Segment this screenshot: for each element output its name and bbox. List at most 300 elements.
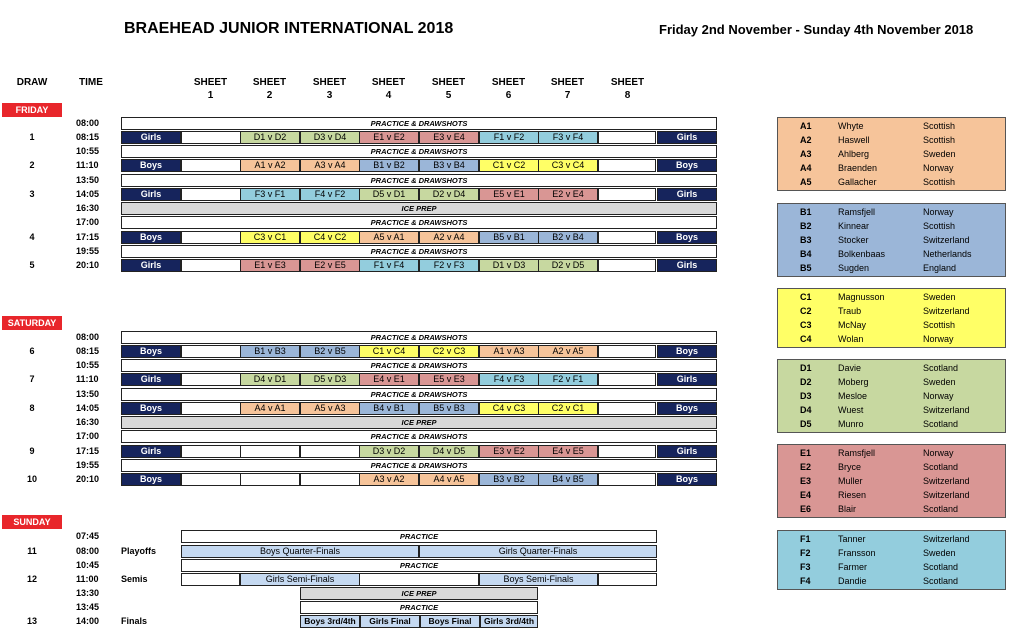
draw-number: 11 <box>27 546 37 556</box>
team-country: Scotland <box>923 504 959 514</box>
time-cell: 20:10 <box>76 474 100 484</box>
team-code: E3 <box>800 476 812 486</box>
draw-number: 3 <box>29 189 35 199</box>
team-skip: Wolan <box>838 334 864 344</box>
division-label-left: Boys <box>121 402 181 415</box>
boys-quarter-finals: Boys Quarter-Finals <box>181 545 419 558</box>
team-country: Scottish <box>923 135 956 145</box>
draw-number: 12 <box>26 574 37 584</box>
game-sheet-2: D4 v D1 <box>240 373 300 386</box>
division-label-right: Girls <box>657 259 717 272</box>
time-cell: 08:15 <box>76 132 100 142</box>
final-game: Boys Final <box>420 615 480 628</box>
team-row <box>778 332 1007 346</box>
time-cell: 07:45 <box>76 531 100 541</box>
team-country: Sweden <box>923 292 956 302</box>
team-skip: McNay <box>838 320 867 330</box>
game-sheet-3 <box>300 445 360 458</box>
game-sheet-5: D2 v D4 <box>419 188 479 201</box>
game-sheet-8 <box>598 402 656 415</box>
team-country: Norway <box>923 334 954 344</box>
time-cell: 13:50 <box>76 175 100 185</box>
practice-row: PRACTICE & DRAWSHOTS <box>121 430 717 443</box>
final-game: Girls 3rd/4th <box>480 615 538 628</box>
team-skip: Traub <box>838 306 862 316</box>
game-sheet-3: D3 v D4 <box>300 131 360 144</box>
team-row <box>778 546 1007 560</box>
team-skip: Riesen <box>838 490 867 500</box>
stage-label: Playoffs <box>121 546 157 556</box>
sheet-header-1 <box>181 76 240 102</box>
team-code: D1 <box>800 363 812 373</box>
game-sheet-7: B2 v B4 <box>538 231 598 244</box>
team-row <box>778 361 1007 375</box>
time-cell: 14:00 <box>76 616 100 626</box>
team-row <box>778 147 1007 161</box>
team-code: A5 <box>800 177 812 187</box>
game-sheet-2 <box>240 473 300 486</box>
sheet-header-3 <box>300 76 359 102</box>
division-label-left: Girls <box>121 445 181 458</box>
time-cell: 14:05 <box>76 189 100 199</box>
game-sheet-1 <box>181 402 241 415</box>
game-sheet-2: E1 v E3 <box>240 259 300 272</box>
practice-row: PRACTICE & DRAWSHOTS <box>121 459 717 472</box>
team-country: Switzerland <box>923 306 970 316</box>
time-cell: 13:45 <box>76 602 100 612</box>
game-sheet-7: C2 v C1 <box>538 402 598 415</box>
team-code: A4 <box>800 163 812 173</box>
sheet-number: 1 <box>207 90 214 101</box>
game-sheet-5: E3 v E4 <box>419 131 479 144</box>
girls-semi-finals: Girls Semi-Finals <box>240 573 360 586</box>
game-sheet-6: F4 v F3 <box>479 373 539 386</box>
team-code: B2 <box>800 221 812 231</box>
time-cell: 19:55 <box>76 460 100 470</box>
draw-header: DRAW <box>16 77 48 88</box>
game-sheet-2: A1 v A2 <box>240 159 300 172</box>
game-sheet-4: B4 v B1 <box>359 402 419 415</box>
game-sheet-5: D4 v D5 <box>419 445 479 458</box>
game-sheet-3: F4 v F2 <box>300 188 360 201</box>
team-country: Switzerland <box>923 476 970 486</box>
game-sheet-4: A3 v A2 <box>359 473 419 486</box>
time-cell: 16:30 <box>76 203 100 213</box>
sheet-header-4 <box>359 76 418 102</box>
sheet-header-2 <box>240 76 299 102</box>
sheet-word: SHEET <box>193 77 228 88</box>
empty-sheet <box>181 573 240 586</box>
game-sheet-7: A2 v A5 <box>538 345 598 358</box>
team-group-1 <box>777 117 1006 191</box>
practice-row: PRACTICE & DRAWSHOTS <box>121 245 717 258</box>
division-label-left: Boys <box>121 159 181 172</box>
practice-row: PRACTICE & DRAWSHOTS <box>121 117 717 130</box>
team-code: B5 <box>800 263 812 273</box>
game-sheet-1 <box>181 373 241 386</box>
time-cell: 08:00 <box>76 546 100 556</box>
draw-number: 10 <box>26 474 37 484</box>
game-sheet-2: F3 v F1 <box>240 188 300 201</box>
game-sheet-7: C3 v C4 <box>538 159 598 172</box>
team-row <box>778 560 1007 574</box>
ice-prep-row: ICE PREP <box>300 587 538 600</box>
team-code: E4 <box>800 490 812 500</box>
time-cell: 14:05 <box>76 403 100 413</box>
team-row <box>778 261 1007 275</box>
sheet-word: SHEET <box>312 77 347 88</box>
team-row <box>778 133 1007 147</box>
game-sheet-5: F2 v F3 <box>419 259 479 272</box>
sheet-number: 7 <box>564 90 571 101</box>
page-title: BRAEHEAD JUNIOR INTERNATIONAL 2018 <box>124 20 454 37</box>
game-sheet-8 <box>598 345 656 358</box>
team-skip: Fransson <box>838 548 876 558</box>
team-group-3 <box>777 288 1006 348</box>
game-sheet-1 <box>181 188 241 201</box>
draw-number: 4 <box>29 232 35 242</box>
game-sheet-4: E4 v E1 <box>359 373 419 386</box>
team-code: B4 <box>800 249 812 259</box>
team-country: Scottish <box>923 320 956 330</box>
sheet-number: 5 <box>445 90 452 101</box>
division-label-right: Girls <box>657 445 717 458</box>
time-cell: 13:30 <box>76 588 100 598</box>
game-sheet-5: A2 v A4 <box>419 231 479 244</box>
sheet-word: SHEET <box>491 77 526 88</box>
team-row <box>778 161 1007 175</box>
game-sheet-7: B4 v B5 <box>538 473 598 486</box>
sheet-header-7 <box>538 76 597 102</box>
boys-semi-finals: Boys Semi-Finals <box>479 573 598 586</box>
practice-row: PRACTICE & DRAWSHOTS <box>121 388 717 401</box>
ice-prep-row: ICE PREP <box>121 202 717 215</box>
team-row <box>778 417 1007 431</box>
sheet-header-5 <box>419 76 478 102</box>
game-sheet-5: B5 v B3 <box>419 402 479 415</box>
time-cell: 19:55 <box>76 246 100 256</box>
time-cell: 10:55 <box>76 360 100 370</box>
team-country: Scottish <box>923 177 956 187</box>
team-row <box>778 219 1007 233</box>
game-sheet-6: E5 v E1 <box>479 188 539 201</box>
practice-row: PRACTICE <box>181 530 657 543</box>
sheet-word: SHEET <box>550 77 585 88</box>
game-sheet-6: F1 v F2 <box>479 131 539 144</box>
team-skip: Gallacher <box>838 177 877 187</box>
empty-sheet <box>359 573 479 586</box>
team-row <box>778 403 1007 417</box>
team-code: B1 <box>800 207 812 217</box>
team-code: D2 <box>800 377 812 387</box>
game-sheet-6: C1 v C2 <box>479 159 539 172</box>
stage-label: Finals <box>121 616 148 626</box>
team-code: C4 <box>800 334 812 344</box>
team-code: C2 <box>800 306 812 316</box>
team-row <box>778 375 1007 389</box>
time-cell: 08:00 <box>76 332 100 342</box>
game-sheet-7: D2 v D5 <box>538 259 598 272</box>
game-sheet-1 <box>181 445 241 458</box>
game-sheet-8 <box>598 231 656 244</box>
final-game: Boys 3rd/4th <box>300 615 360 628</box>
team-group-5 <box>777 444 1006 518</box>
team-skip: Stocker <box>838 235 869 245</box>
game-sheet-8 <box>598 445 656 458</box>
game-sheet-3: B2 v B5 <box>300 345 360 358</box>
sheet-number: 6 <box>505 90 512 101</box>
team-code: D3 <box>800 391 812 401</box>
team-row <box>778 574 1007 588</box>
game-sheet-3: C4 v C2 <box>300 231 360 244</box>
day-banner-friday: FRIDAY <box>2 103 62 117</box>
game-sheet-2: D1 v D2 <box>240 131 300 144</box>
time-cell: 17:15 <box>76 446 100 456</box>
team-skip: Magnusson <box>838 292 885 302</box>
team-row <box>778 119 1007 133</box>
team-row <box>778 389 1007 403</box>
game-sheet-5: B3 v B4 <box>419 159 479 172</box>
time-cell: 16:30 <box>76 417 100 427</box>
team-row <box>778 175 1007 189</box>
empty-sheet <box>598 573 657 586</box>
girls-quarter-finals: Girls Quarter-Finals <box>419 545 657 558</box>
sheet-number: 3 <box>326 90 333 101</box>
time-cell: 11:10 <box>76 160 99 170</box>
event-dates: Friday 2nd November - Sunday 4th November 2018 <box>659 22 974 37</box>
team-code: A3 <box>800 149 812 159</box>
team-code: A1 <box>800 121 812 131</box>
practice-row: PRACTICE & DRAWSHOTS <box>121 174 717 187</box>
team-country: Sweden <box>923 548 956 558</box>
team-skip: Ahlberg <box>838 149 870 159</box>
ice-prep-row: ICE PREP <box>121 416 717 429</box>
team-country: Sweden <box>923 377 956 387</box>
practice-row: PRACTICE & DRAWSHOTS <box>121 216 717 229</box>
team-country: Netherlands <box>923 249 972 259</box>
game-sheet-6: E3 v E2 <box>479 445 539 458</box>
game-sheet-5: E5 v E3 <box>419 373 479 386</box>
game-sheet-1 <box>181 473 241 486</box>
game-sheet-4: C1 v C4 <box>359 345 419 358</box>
team-skip: Haswell <box>838 135 870 145</box>
time-cell: 08:15 <box>76 346 100 356</box>
team-skip: Sugden <box>838 263 870 273</box>
sheet-header-8 <box>598 76 657 102</box>
game-sheet-3: E2 v E5 <box>300 259 360 272</box>
team-country: Scotland <box>923 363 959 373</box>
time-cell: 08:00 <box>76 118 100 128</box>
team-country: Scotland <box>923 562 959 572</box>
team-skip: Tanner <box>838 534 866 544</box>
team-country: England <box>923 263 957 273</box>
team-code: C3 <box>800 320 812 330</box>
day-banner-sunday: SUNDAY <box>2 515 62 529</box>
division-label-right: Boys <box>657 159 717 172</box>
team-country: Norway <box>923 163 954 173</box>
game-sheet-6: C4 v C3 <box>479 402 539 415</box>
game-sheet-1 <box>181 231 241 244</box>
team-country: Sweden <box>923 149 956 159</box>
team-row <box>778 304 1007 318</box>
time-header: TIME <box>79 77 103 88</box>
division-label-right: Boys <box>657 231 717 244</box>
team-skip: Mesloe <box>838 391 868 401</box>
team-group-2 <box>777 203 1006 277</box>
game-sheet-3 <box>300 473 360 486</box>
game-sheet-1 <box>181 345 241 358</box>
game-sheet-2 <box>240 445 300 458</box>
game-sheet-6: B5 v B1 <box>479 231 539 244</box>
game-sheet-8 <box>598 188 656 201</box>
game-sheet-1 <box>181 159 241 172</box>
team-code: A2 <box>800 135 812 145</box>
game-sheet-3: A3 v A4 <box>300 159 360 172</box>
draw-number: 2 <box>29 160 35 170</box>
team-skip: Bryce <box>838 462 862 472</box>
game-sheet-8 <box>598 473 656 486</box>
team-country: Switzerland <box>923 490 970 500</box>
team-group-6 <box>777 530 1006 590</box>
game-sheet-4: F1 v F4 <box>359 259 419 272</box>
time-cell: 20:10 <box>76 260 100 270</box>
sheet-word: SHEET <box>371 77 406 88</box>
team-row <box>778 205 1007 219</box>
game-sheet-8 <box>598 259 656 272</box>
time-cell: 10:55 <box>76 146 100 156</box>
team-row <box>778 233 1007 247</box>
team-skip: Ramsfjell <box>838 448 876 458</box>
division-label-right: Boys <box>657 402 717 415</box>
team-country: Switzerland <box>923 235 970 245</box>
team-code: E6 <box>800 504 812 514</box>
team-country: Scottish <box>923 121 956 131</box>
division-label-left: Boys <box>121 473 181 486</box>
sheet-word: SHEET <box>610 77 645 88</box>
game-sheet-6: A1 v A3 <box>479 345 539 358</box>
day-banner-saturday: SATURDAY <box>2 316 62 330</box>
team-code: F1 <box>800 534 811 544</box>
division-label-right: Boys <box>657 345 717 358</box>
division-label-right: Girls <box>657 131 717 144</box>
division-label-left: Girls <box>121 259 181 272</box>
team-skip: Muller <box>838 476 863 486</box>
time-cell: 13:50 <box>76 389 100 399</box>
team-code: C1 <box>800 292 812 302</box>
team-row <box>778 488 1007 502</box>
division-label-right: Girls <box>657 373 717 386</box>
team-country: Scotland <box>923 419 959 429</box>
division-label-right: Boys <box>657 473 717 486</box>
team-row <box>778 290 1007 304</box>
game-sheet-2: C3 v C1 <box>240 231 300 244</box>
game-sheet-4: D5 v D1 <box>359 188 419 201</box>
game-sheet-5: A4 v A5 <box>419 473 479 486</box>
team-code: F3 <box>800 562 811 572</box>
team-country: Norway <box>923 448 954 458</box>
game-sheet-1 <box>181 259 241 272</box>
team-country: Scotland <box>923 462 959 472</box>
draw-number: 9 <box>29 446 35 456</box>
team-code: B3 <box>800 235 812 245</box>
time-cell: 17:00 <box>76 217 100 227</box>
sheet-number: 2 <box>266 90 273 101</box>
team-skip: Davie <box>838 363 862 373</box>
team-row <box>778 460 1007 474</box>
team-row <box>778 318 1007 332</box>
game-sheet-4: A5 v A1 <box>359 231 419 244</box>
team-country: Switzerland <box>923 534 970 544</box>
team-skip: Munro <box>838 419 864 429</box>
game-sheet-4: B1 v B2 <box>359 159 419 172</box>
team-code: E2 <box>800 462 812 472</box>
game-sheet-4: D3 v D2 <box>359 445 419 458</box>
time-cell: 10:45 <box>76 560 100 570</box>
game-sheet-6: B3 v B2 <box>479 473 539 486</box>
team-group-4 <box>777 359 1006 433</box>
team-code: F2 <box>800 548 811 558</box>
game-sheet-8 <box>598 131 656 144</box>
game-sheet-6: D1 v D3 <box>479 259 539 272</box>
time-cell: 17:00 <box>76 431 100 441</box>
team-skip: Farmer <box>838 562 867 572</box>
division-label-left: Boys <box>121 231 181 244</box>
division-label-left: Girls <box>121 131 181 144</box>
sheet-word: SHEET <box>431 77 466 88</box>
draw-number: 7 <box>29 374 35 384</box>
team-row <box>778 247 1007 261</box>
team-code: E1 <box>800 448 812 458</box>
game-sheet-1 <box>181 131 241 144</box>
team-skip: Dandie <box>838 576 867 586</box>
sheet-header-6 <box>479 76 538 102</box>
game-sheet-2: A4 v A1 <box>240 402 300 415</box>
sheet-number: 8 <box>624 90 631 101</box>
team-country: Norway <box>923 391 954 401</box>
team-code: F4 <box>800 576 811 586</box>
game-sheet-8 <box>598 159 656 172</box>
team-skip: Bolkenbaas <box>838 249 886 259</box>
sheet-word: SHEET <box>252 77 287 88</box>
draw-number: 8 <box>29 403 35 413</box>
game-sheet-7: E4 v E5 <box>538 445 598 458</box>
time-cell: 11:00 <box>76 574 99 584</box>
final-game: Girls Final <box>360 615 420 628</box>
draw-number: 6 <box>29 346 35 356</box>
team-row <box>778 502 1007 516</box>
draw-number: 5 <box>29 260 35 270</box>
time-cell: 11:10 <box>76 374 99 384</box>
game-sheet-3: A5 v A3 <box>300 402 360 415</box>
practice-row: PRACTICE & DRAWSHOTS <box>121 145 717 158</box>
practice-row: PRACTICE & DRAWSHOTS <box>121 331 717 344</box>
team-skip: Moberg <box>838 377 869 387</box>
practice-row: PRACTICE <box>181 559 657 572</box>
game-sheet-7: F3 v F4 <box>538 131 598 144</box>
division-label-right: Girls <box>657 188 717 201</box>
division-label-left: Girls <box>121 188 181 201</box>
division-label-left: Boys <box>121 345 181 358</box>
team-skip: Braenden <box>838 163 878 173</box>
team-country: Scottish <box>923 221 956 231</box>
practice-row: PRACTICE & DRAWSHOTS <box>121 359 717 372</box>
game-sheet-3: D5 v D3 <box>300 373 360 386</box>
team-row <box>778 446 1007 460</box>
draw-number: 13 <box>26 616 37 626</box>
time-cell: 17:15 <box>76 232 100 242</box>
sheet-number: 4 <box>385 90 392 101</box>
practice-row: PRACTICE <box>300 601 538 614</box>
